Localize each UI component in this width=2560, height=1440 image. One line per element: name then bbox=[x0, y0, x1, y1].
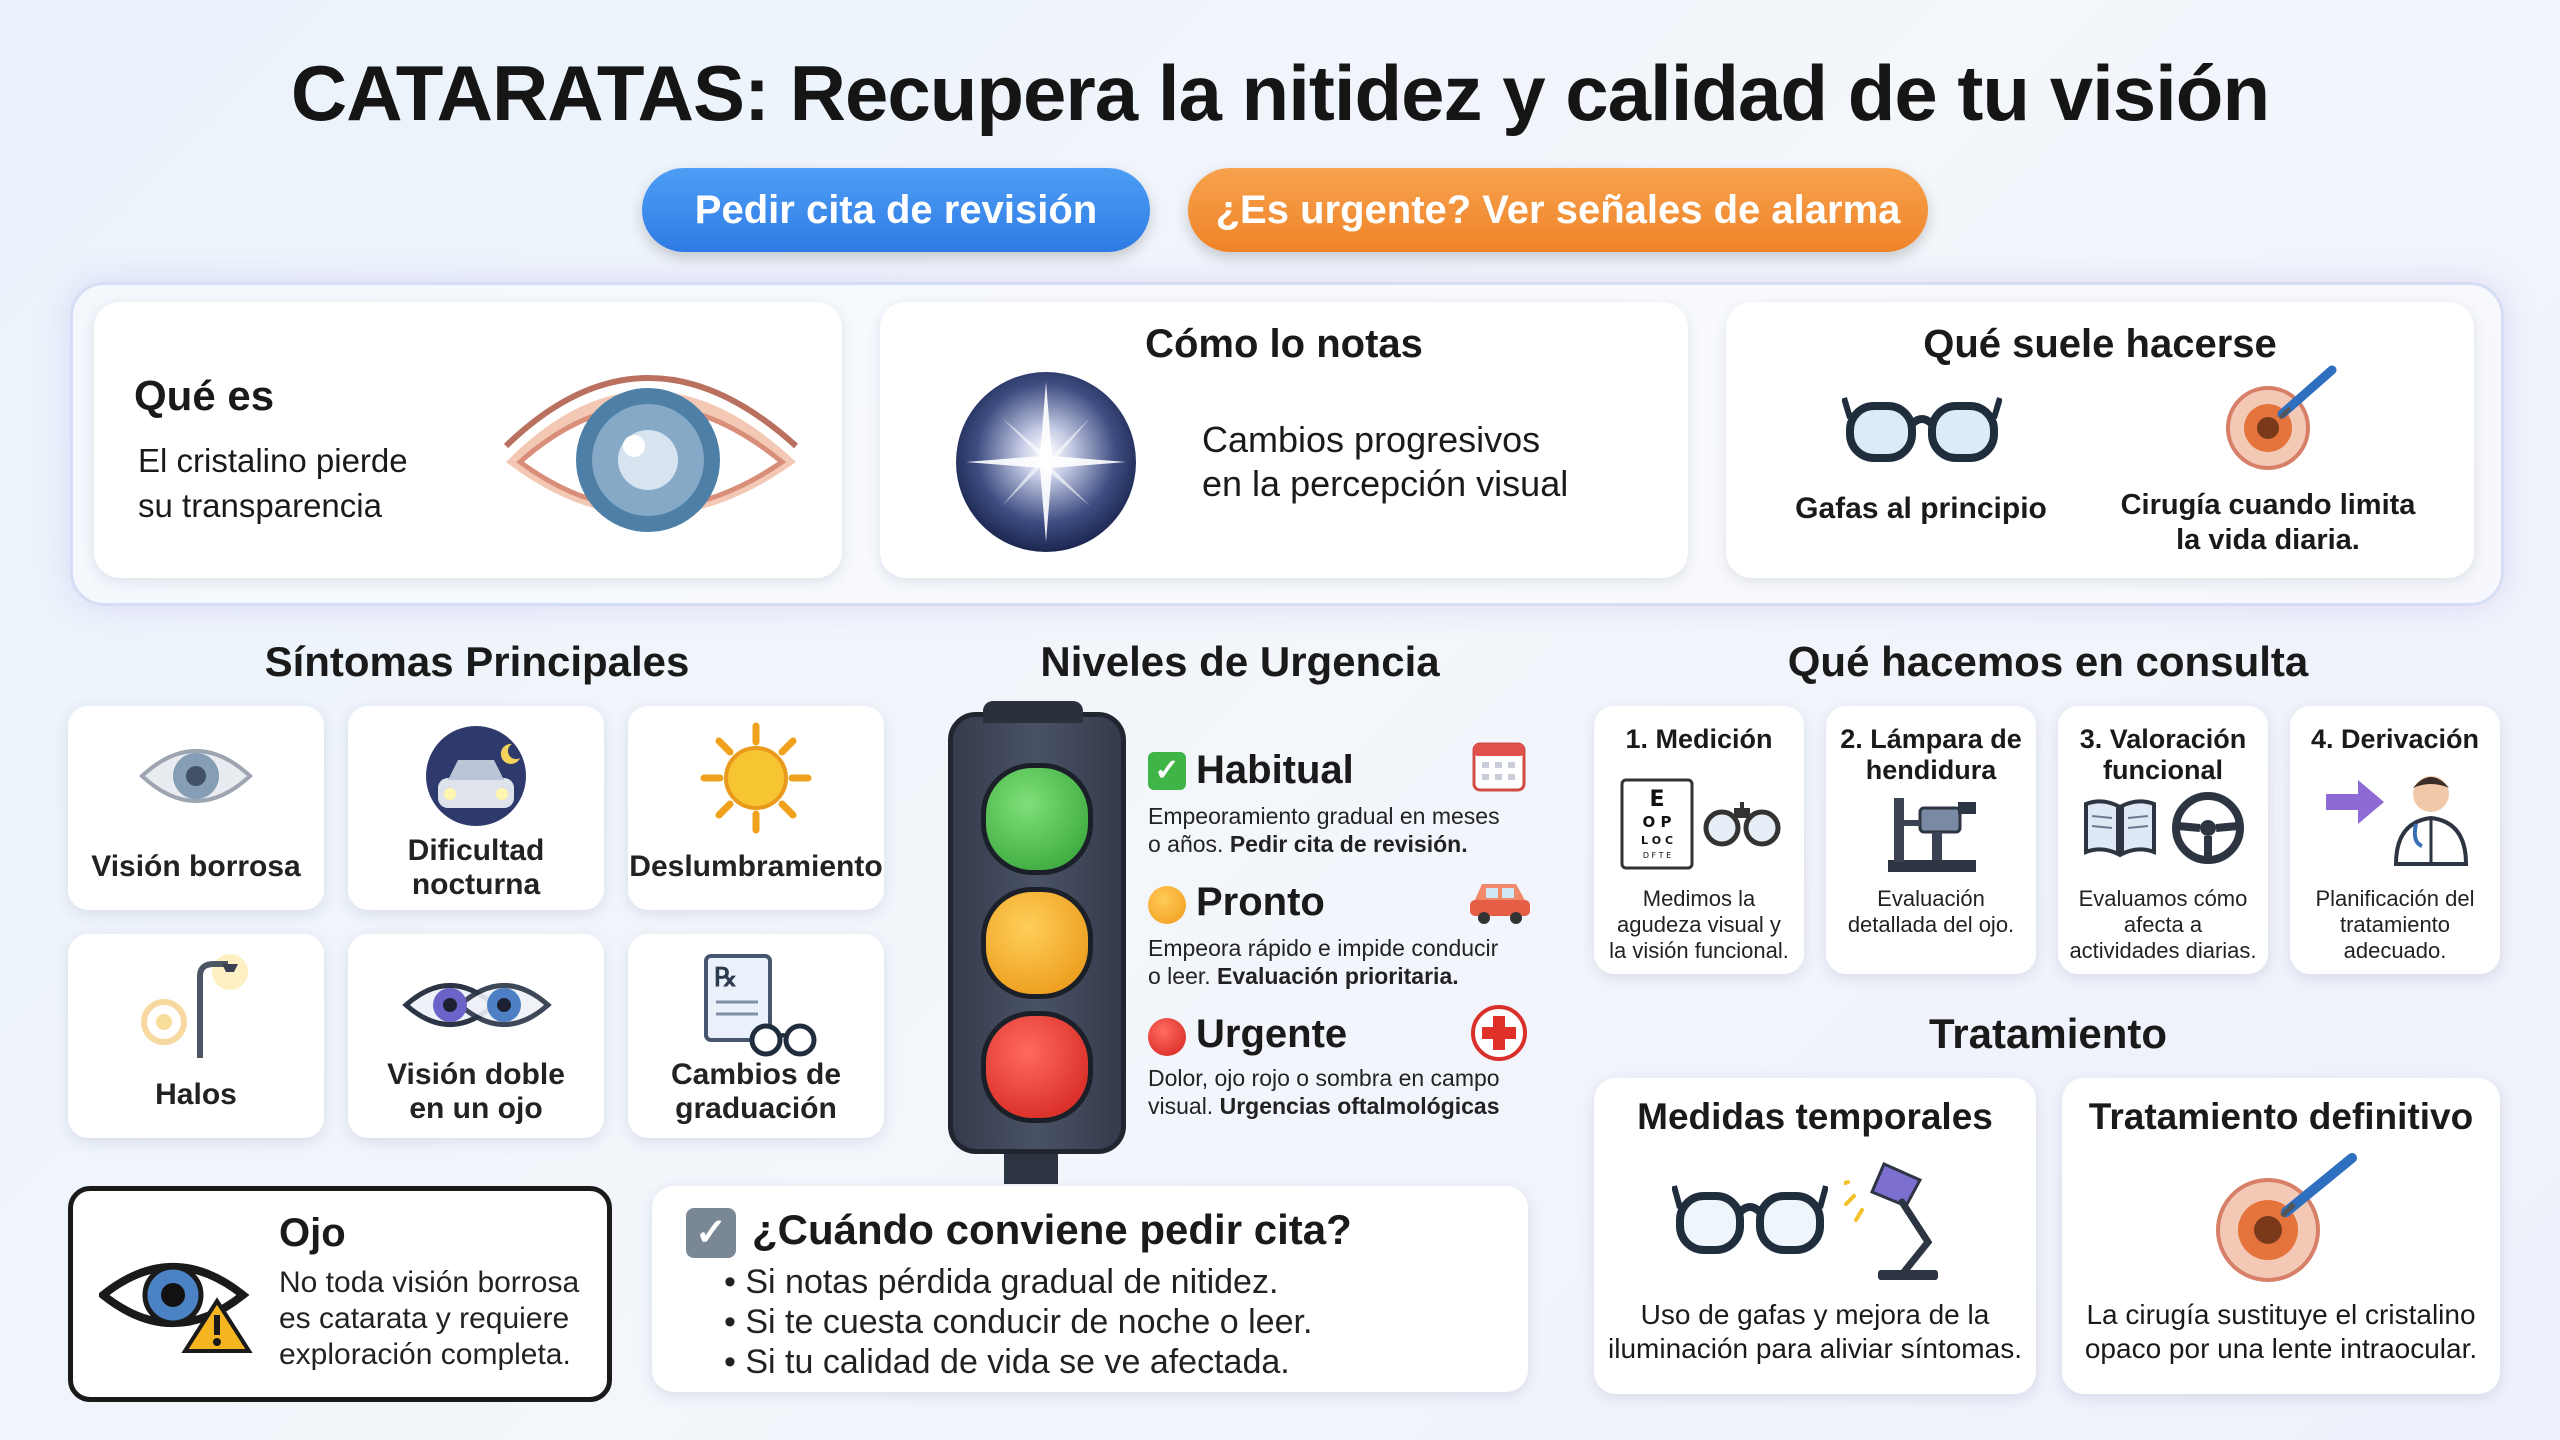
step-title-line1: 2. Lámpara de bbox=[1840, 724, 2022, 754]
step-desc-line3: actividades diarias. bbox=[2069, 938, 2257, 963]
step-desc bbox=[2290, 886, 2500, 964]
car-icon bbox=[1468, 874, 1532, 924]
caution-line1: No toda visión borrosa bbox=[279, 1266, 580, 1299]
what-is-text bbox=[138, 438, 408, 528]
definitive-treatment-card bbox=[2062, 1078, 2500, 1394]
caution-line3: exploración completa. bbox=[279, 1338, 571, 1371]
green-light bbox=[981, 763, 1093, 875]
step-desc-line1: Planificación del bbox=[2315, 886, 2475, 911]
cataract-eye-icon bbox=[496, 350, 808, 550]
caution-title: Ojo bbox=[279, 1211, 346, 1255]
urgency-desc-line2b: Pedir cita de revisión. bbox=[1229, 831, 1468, 857]
symptom-label bbox=[68, 1078, 324, 1112]
arrow-right-icon bbox=[2322, 772, 2388, 832]
how-notice-title: Cómo lo notas bbox=[1145, 322, 1423, 366]
symptom-label bbox=[348, 834, 604, 902]
when-to-book-list bbox=[724, 1262, 1312, 1382]
doctor-icon bbox=[2388, 766, 2474, 866]
urgent-signs-button[interactable]: ¿Es urgente? Ver señales de alarma bbox=[1188, 168, 1928, 252]
list-item-text: Si tu calidad de vida se ve afectada. bbox=[745, 1343, 1290, 1381]
amber-dot-icon bbox=[1148, 886, 1186, 924]
treatment-heading: Tratamiento bbox=[1928, 1010, 2168, 1057]
urgency-desc-line2b: Evaluación prioritaria. bbox=[1217, 963, 1459, 989]
appointment-button[interactable]: Pedir cita de revisión bbox=[642, 168, 1150, 252]
step-desc-line2: detallada del ojo. bbox=[1847, 912, 2015, 937]
sun-icon bbox=[700, 722, 812, 834]
red-light bbox=[981, 1011, 1093, 1123]
book-icon bbox=[2080, 792, 2160, 862]
chart-letters-row2: O P bbox=[1642, 813, 1672, 831]
consult-step-measurement bbox=[1594, 706, 1804, 974]
symptom-label-line2: en un ojo bbox=[409, 1092, 543, 1125]
symptom-label bbox=[348, 1058, 604, 1126]
definitive-desc-line1: La cirugía sustituye el cristalino bbox=[2086, 1299, 2476, 1330]
traffic-light bbox=[948, 712, 1126, 1154]
step-desc-line2: agudeza visual y bbox=[1617, 912, 1781, 937]
chart-letters-row4: D F T E bbox=[1642, 851, 1672, 860]
list-item-text: Si te cuesta conducir de noche o leer. bbox=[745, 1303, 1313, 1341]
calendar-icon bbox=[1470, 736, 1528, 794]
definitive-treatment-title: Tratamiento definitivo bbox=[2088, 1096, 2474, 1137]
red-dot-icon bbox=[1148, 1018, 1186, 1056]
eye-surgery-icon bbox=[2202, 1150, 2372, 1286]
temporary-desc-line2: iluminación para aliviar síntomas. bbox=[1608, 1333, 2022, 1364]
urgency-desc-line2a: o leer. bbox=[1148, 963, 1218, 989]
temporary-measures-desc bbox=[1594, 1298, 2036, 1366]
urgency-level-habitual: Habitual bbox=[1196, 748, 1354, 792]
temporary-measures-card bbox=[1594, 1078, 2036, 1394]
step-desc bbox=[1826, 886, 2036, 938]
caution-note bbox=[68, 1186, 612, 1402]
urgency-desc-line1: Dolor, ojo rojo o sombra en campo bbox=[1148, 1065, 1500, 1091]
urgency-desc-pronto bbox=[1148, 934, 1498, 990]
starburst-lens-icon bbox=[952, 368, 1140, 556]
urgency-level-urgente: Urgente bbox=[1196, 1012, 1348, 1056]
what-is-card bbox=[94, 302, 842, 578]
when-to-book-title: ¿Cuándo conviene pedir cita? bbox=[752, 1206, 1352, 1253]
step-title bbox=[2058, 724, 2268, 786]
symptom-label-line1: Visión doble bbox=[387, 1058, 565, 1091]
list-item: • Si te cuesta conducir de noche o leer. bbox=[724, 1303, 1313, 1341]
checkbox-icon: ✓ bbox=[686, 1208, 736, 1258]
symptom-night-difficulty bbox=[348, 706, 604, 910]
street-lamp-halo-icon bbox=[138, 952, 258, 1062]
symptom-label bbox=[628, 850, 884, 884]
chart-letters-row3: L O C bbox=[1640, 834, 1674, 847]
surgery-label-line1: Cirugía cuando limita bbox=[2120, 489, 2416, 521]
urgency-desc-line2a: visual. bbox=[1148, 1093, 1220, 1119]
symptom-label bbox=[628, 1058, 884, 1126]
what-is-text-line2: su transparencia bbox=[138, 487, 382, 524]
symptom-label-line2: graduación bbox=[675, 1092, 837, 1125]
urgency-desc-line1: Empeora rápido e impide conducir bbox=[1148, 935, 1499, 961]
eye-chart-icon bbox=[1618, 772, 1784, 872]
traffic-light-cap bbox=[983, 701, 1083, 723]
step-title bbox=[1594, 724, 1804, 755]
step-desc bbox=[1594, 886, 1804, 964]
step-desc-line1: Medimos la bbox=[1642, 886, 1756, 911]
urgency-desc-line2a: o años. bbox=[1148, 831, 1230, 857]
step-title-line2: funcional bbox=[2103, 755, 2223, 785]
symptom-label-line1: Halos bbox=[155, 1078, 237, 1111]
symptom-prescription-changes bbox=[628, 934, 884, 1138]
blurry-eye-icon bbox=[138, 736, 254, 816]
surgery-label-line2: la vida diaria. bbox=[2176, 524, 2360, 556]
step-title bbox=[2290, 724, 2500, 755]
symptom-label bbox=[68, 850, 324, 884]
how-notice-text bbox=[1202, 418, 1568, 506]
glasses-label: Gafas al principio bbox=[1795, 492, 2047, 525]
urgency-desc-urgente bbox=[1148, 1064, 1500, 1120]
chart-letter-e: E bbox=[1649, 787, 1665, 812]
usual-treatment-card bbox=[1726, 302, 2474, 578]
consult-step-referral bbox=[2290, 706, 2500, 974]
step-desc-line2: tratamiento bbox=[2339, 912, 2451, 937]
eye-surgery-icon bbox=[2212, 362, 2352, 472]
step-desc-line1: Evaluación bbox=[1877, 886, 1985, 911]
what-is-text-line1: El cristalino pierde bbox=[138, 442, 408, 479]
when-to-book-card bbox=[652, 1186, 1528, 1392]
consult-step-slit-lamp bbox=[1826, 706, 2036, 974]
prescription-icon bbox=[698, 952, 818, 1062]
slit-lamp-icon bbox=[1880, 790, 1984, 876]
surgery-label bbox=[2098, 488, 2438, 558]
what-is-title: Qué es bbox=[134, 372, 275, 419]
symptoms-heading: Síntomas Principales bbox=[264, 638, 690, 685]
definitive-desc-line2: opaco por una lente intraocular. bbox=[2084, 1333, 2478, 1364]
symptom-label-line1: Cambios de bbox=[670, 1058, 842, 1091]
desk-lamp-icon bbox=[1844, 1154, 1964, 1282]
amber-light bbox=[981, 887, 1093, 999]
step-title-line2: hendidura bbox=[1865, 755, 1997, 785]
temporary-desc-line1: Uso de gafas y mejora de la bbox=[1640, 1299, 1990, 1330]
urgency-desc-habitual bbox=[1148, 802, 1500, 858]
svg-text:℞: ℞ bbox=[714, 963, 738, 993]
symptom-blurry-vision bbox=[68, 706, 324, 910]
urgency-desc-line1: Empeoramiento gradual en meses bbox=[1148, 803, 1500, 829]
step-desc-line1: Evaluamos cómo bbox=[2078, 886, 2248, 911]
symptom-label-line1: Visión borrosa bbox=[91, 850, 301, 883]
how-notice-card bbox=[880, 302, 1688, 578]
temporary-measures-title: Medidas temporales bbox=[1637, 1096, 1993, 1137]
step-title-line1: 1. Medición bbox=[1625, 724, 1773, 754]
step-desc-line2: afecta a bbox=[2123, 912, 2203, 937]
urgency-heading: Niveles de Urgencia bbox=[1040, 638, 1440, 685]
urgency-level-pronto: Pronto bbox=[1196, 880, 1325, 924]
symptom-label-line1: Dificultad bbox=[407, 834, 545, 867]
definitive-treatment-desc bbox=[2062, 1298, 2500, 1366]
symptom-double-vision bbox=[348, 934, 604, 1138]
caution-line2: es catarata y requiere bbox=[279, 1302, 570, 1335]
steering-wheel-icon bbox=[2170, 790, 2246, 866]
how-notice-line1: Cambios progresivos bbox=[1202, 419, 1541, 460]
medical-cross-icon bbox=[1470, 1004, 1528, 1062]
consult-heading: Qué hacemos en consulta bbox=[1787, 638, 2309, 685]
urgency-desc-line2b: Urgencias oftalmológicas bbox=[1219, 1093, 1500, 1119]
page-title: CATARATAS: Recupera la nitidez y calidad de tu visión bbox=[290, 49, 2270, 137]
how-notice-line2: en la percepción visual bbox=[1202, 463, 1569, 504]
consult-step-functional bbox=[2058, 706, 2268, 974]
list-item: • Si notas pérdida gradual de nitidez. bbox=[724, 1263, 1279, 1301]
check-icon: ✓ bbox=[1148, 752, 1186, 790]
symptom-glare bbox=[628, 706, 884, 910]
symptom-label-line1: Deslumbramiento bbox=[629, 850, 883, 883]
symptom-halos bbox=[68, 934, 324, 1138]
step-title-line1: 4. Derivación bbox=[2310, 724, 2480, 754]
glasses-icon bbox=[1842, 388, 2002, 472]
caution-text bbox=[279, 1265, 579, 1373]
step-title bbox=[1826, 724, 2036, 786]
list-item-text: Si notas pérdida gradual de nitidez. bbox=[745, 1263, 1279, 1301]
symptom-label-line2: nocturna bbox=[411, 868, 541, 901]
step-desc-line3: adecuado. bbox=[2343, 938, 2447, 963]
step-desc bbox=[2058, 886, 2268, 964]
night-car-icon bbox=[416, 724, 536, 834]
warning-eye-icon bbox=[99, 1245, 259, 1353]
step-desc-line3: la visión funcional. bbox=[1609, 938, 1789, 963]
glasses-icon bbox=[1672, 1172, 1828, 1262]
step-title-line1: 3. Valoración bbox=[2079, 724, 2247, 754]
usual-treatment-title: Qué suele hacerse bbox=[1923, 322, 2277, 366]
list-item: • Si tu calidad de vida se ve afectada. bbox=[724, 1343, 1290, 1381]
double-eye-icon bbox=[402, 970, 552, 1040]
